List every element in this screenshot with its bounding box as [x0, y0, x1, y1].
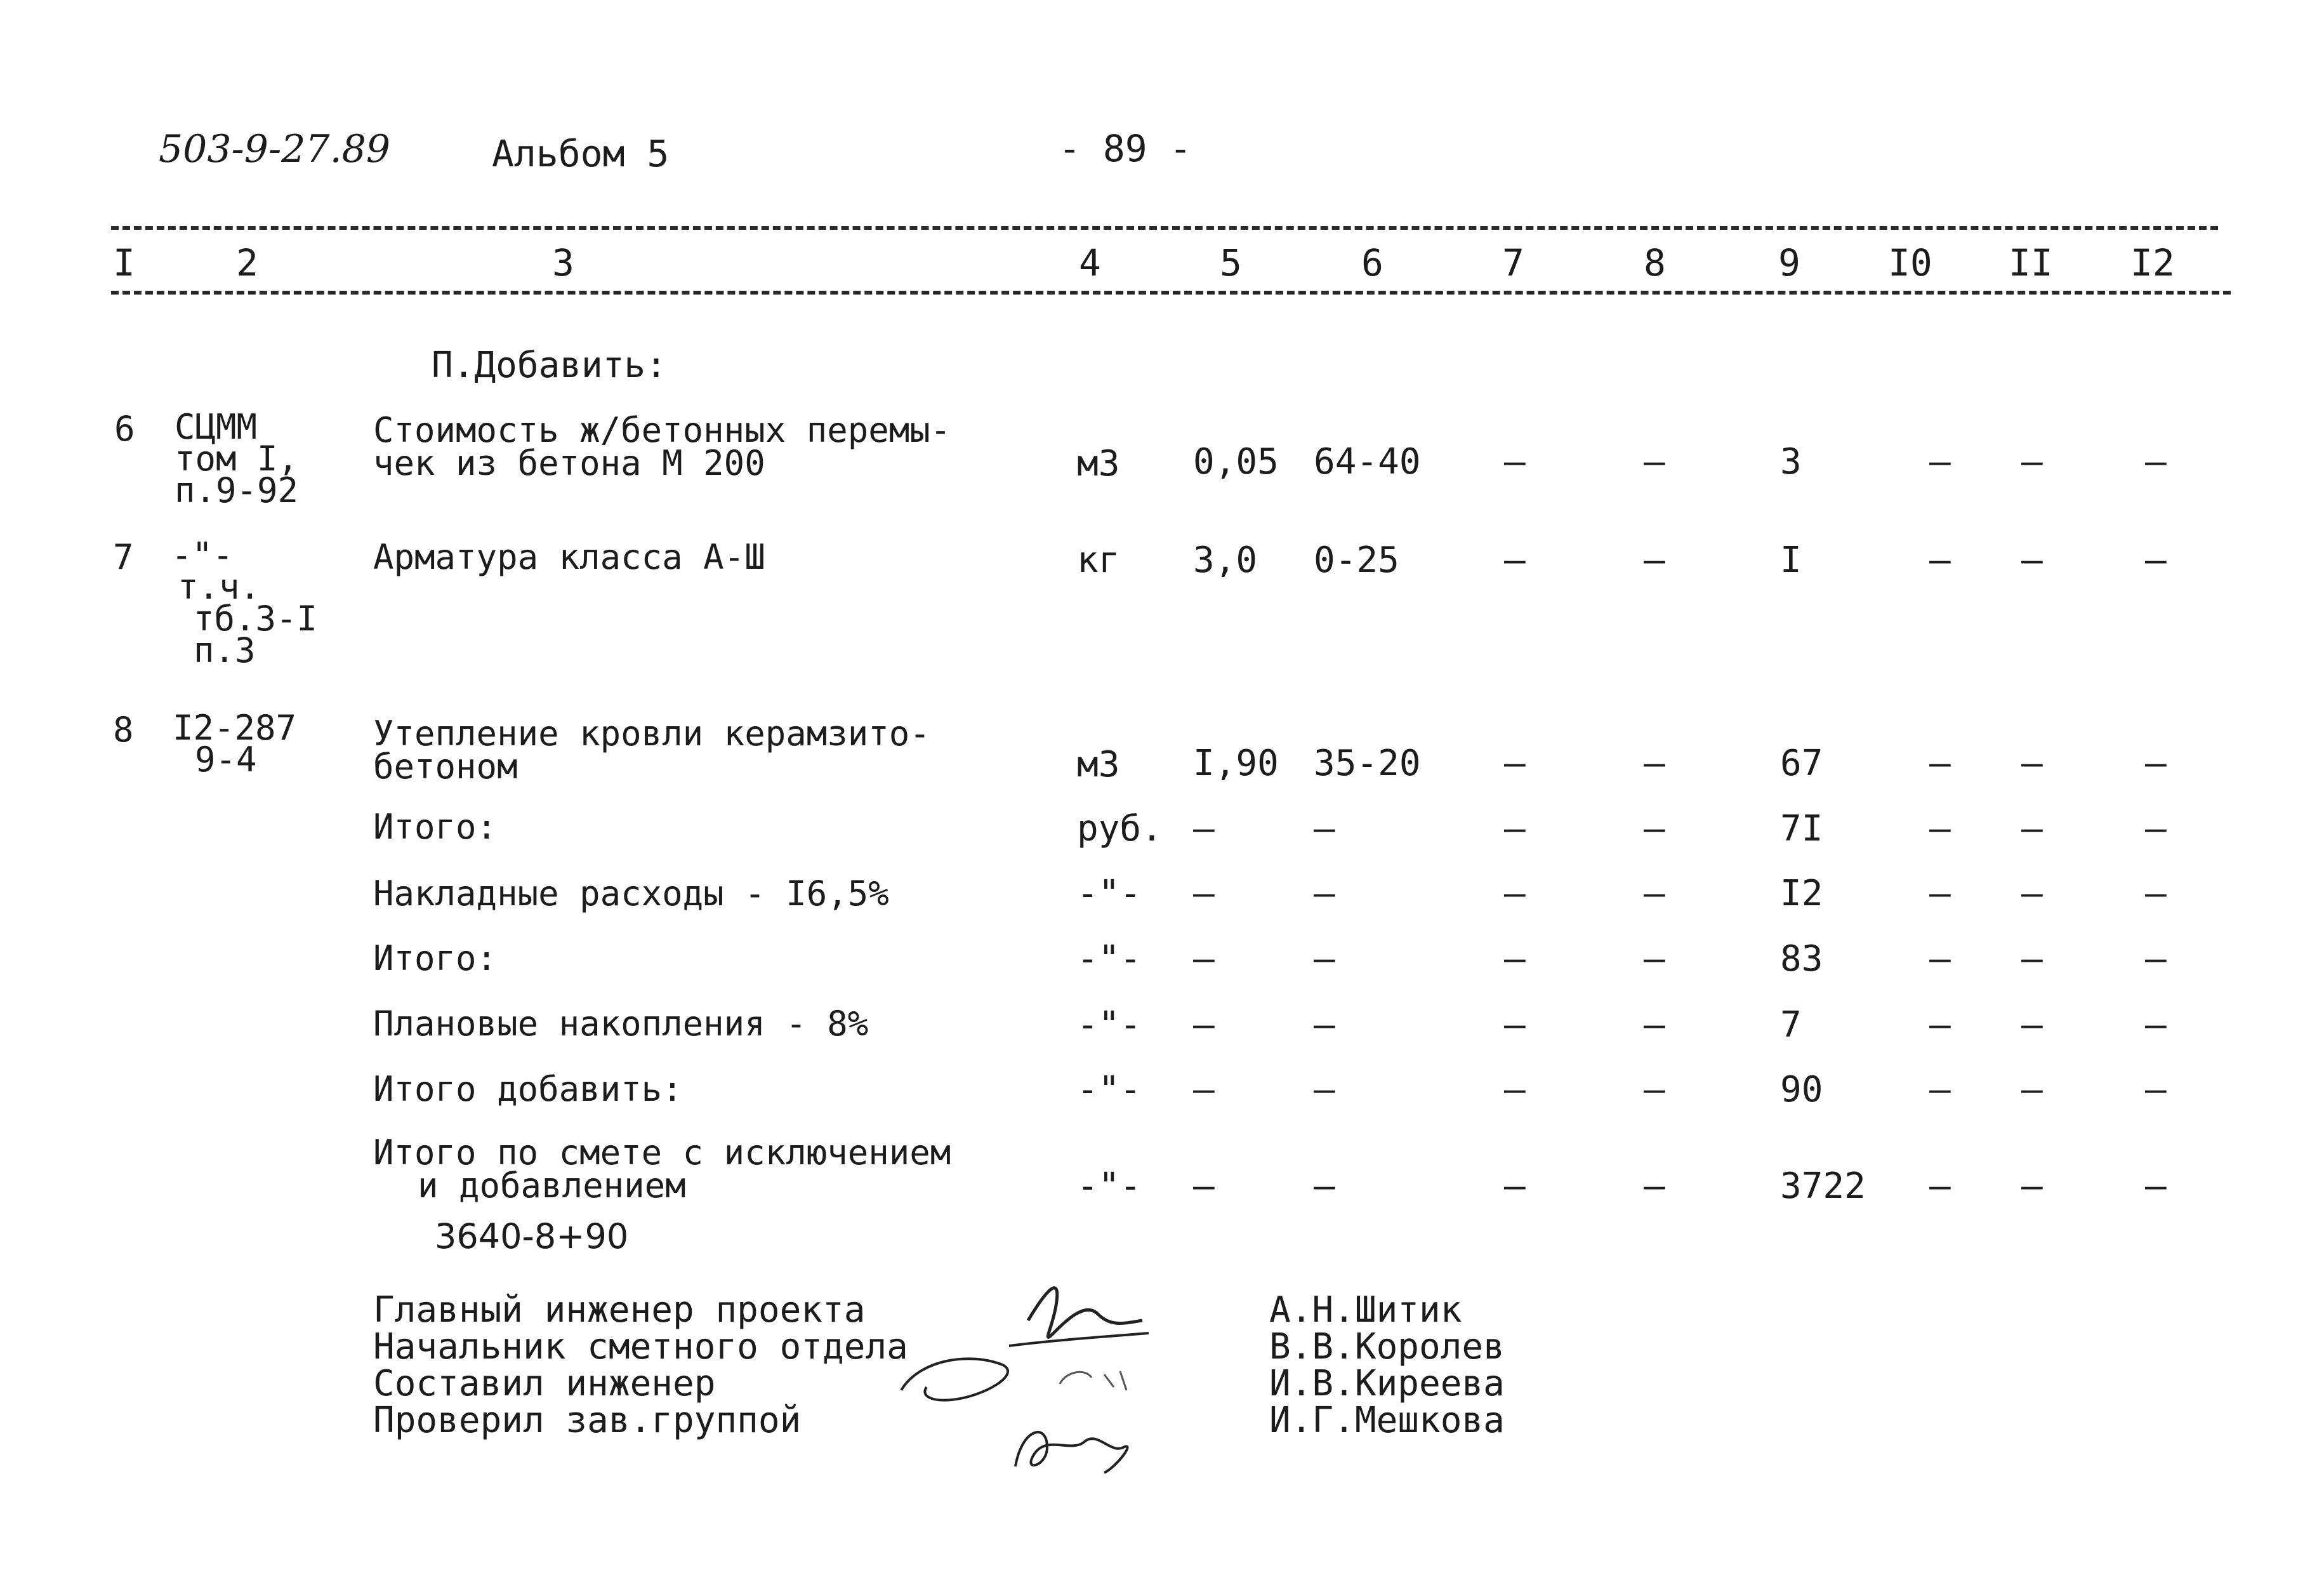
total-label-1: Итого: [373, 807, 498, 847]
total-5-col12: – [2145, 1069, 2167, 1110]
row-7-unit: кг [1077, 540, 1120, 581]
name-shitik: А.Н.Шитик [1269, 1289, 1462, 1331]
row-8-description: Утепление кровли керамзито- бетоном [373, 714, 930, 787]
grand-total-col10: – [1929, 1166, 1951, 1207]
col-header-11: II [2009, 241, 2053, 284]
row-7-number: 7 [113, 537, 134, 577]
row-6-price: 64-40 [1314, 441, 1421, 482]
role-estimate-head: Начальник сметного отдела [373, 1326, 908, 1367]
col-header-7: 7 [1502, 241, 1524, 284]
total-1-col11: – [2021, 808, 2043, 849]
total-3-col12: – [2145, 938, 2167, 980]
row-7-price: 0-25 [1314, 540, 1399, 581]
role-chief-engineer: Главный инженер проекта [373, 1289, 866, 1331]
grand-total-label: Итого по смете с исключением и добавлением [373, 1133, 951, 1206]
role-compiled-by: Составил инженер [373, 1363, 716, 1404]
role-checked-by: Проверил зав.группой [373, 1400, 802, 1441]
row-8-col11: – [2021, 743, 2043, 784]
row-7-col10: – [1929, 540, 1951, 581]
row-6-unit: м3 [1077, 443, 1120, 484]
col-header-9: 9 [1778, 241, 1800, 284]
total-3-unit: -"- [1077, 938, 1142, 980]
row-6-description: Стоимость ж/бетонных перемы- чек из бетона М 200 [373, 410, 951, 483]
total-2-quantity: – [1193, 873, 1215, 914]
name-kireeva: И.В.Киреева [1269, 1363, 1505, 1404]
grand-total-col11: – [2021, 1166, 2043, 1207]
total-5-unit: -"- [1077, 1069, 1142, 1110]
total-5-price: – [1314, 1069, 1335, 1110]
page-number: - 89 - [1059, 127, 1192, 170]
total-3-col9: 83 [1780, 938, 1823, 980]
row-6-number: 6 [114, 409, 135, 449]
total-3-col8: – [1644, 938, 1665, 980]
row-6-quantity: 0,05 [1193, 441, 1279, 482]
col-header-10: I0 [1888, 241, 1932, 284]
total-5-col9: 90 [1780, 1069, 1823, 1110]
header-bottom-rule [111, 291, 2231, 295]
total-2-col12: – [2145, 873, 2167, 914]
total-5-quantity: – [1193, 1069, 1215, 1110]
total-1-col9: 7I [1780, 808, 1823, 849]
total-2-col8: – [1644, 873, 1665, 914]
total-4-price: – [1314, 1004, 1335, 1046]
signature-names [1269, 1289, 1505, 1441]
album-label: Альбом 5 [492, 132, 670, 175]
total-1-col8: – [1644, 808, 1665, 849]
row-6-col12: – [2145, 441, 2167, 482]
total-4-unit: -"- [1077, 1004, 1142, 1046]
total-4-col8: – [1644, 1004, 1665, 1046]
row-7-quantity: 3,0 [1193, 540, 1258, 581]
col-header-6: 6 [1361, 241, 1383, 284]
total-2-unit: -"- [1077, 873, 1142, 914]
total-2-col7: – [1504, 873, 1526, 914]
row-8-price: 35-20 [1314, 743, 1421, 784]
grand-total-formula: 3640-8+90 [435, 1216, 629, 1256]
row-8-col12: – [2145, 743, 2167, 784]
row-8-number: 8 [113, 710, 134, 750]
row-7-reference: -"- т.ч. тб.3-I п.3 [171, 535, 318, 670]
grand-total-price: – [1314, 1166, 1335, 1207]
name-meshkova: И.Г.Мешкова [1269, 1400, 1505, 1441]
total-label-4: Плановые накопления - 8% [373, 1004, 869, 1044]
total-4-col11: – [2021, 1004, 2043, 1046]
row-8-col8: – [1644, 743, 1665, 784]
total-5-col10: – [1929, 1069, 1951, 1110]
row-7-description: Арматура класса А-Ш [373, 537, 765, 577]
row-8-col10: – [1929, 743, 1951, 784]
total-4-col10: – [1929, 1004, 1951, 1046]
total-5-col7: – [1504, 1069, 1526, 1110]
grand-total-col8: – [1644, 1166, 1665, 1207]
grand-total-col12: – [2145, 1166, 2167, 1207]
grand-total-quantity: – [1193, 1166, 1215, 1207]
total-2-price: – [1314, 873, 1335, 914]
document-number: 503-9-27.89 [159, 127, 391, 171]
name-korolev: В.В.Королев [1269, 1326, 1505, 1367]
total-4-quantity: – [1193, 1004, 1215, 1046]
grand-total-col7: – [1504, 1166, 1526, 1207]
total-label-3: Итого: [373, 938, 498, 978]
total-2-col9: I2 [1780, 873, 1823, 914]
row-8-quantity: I,90 [1193, 743, 1279, 784]
total-3-price: – [1314, 938, 1335, 980]
col-header-8: 8 [1644, 241, 1666, 284]
col-header-3: 3 [552, 241, 574, 284]
total-1-unit: руб. [1077, 808, 1163, 849]
row-6-col8: – [1644, 441, 1665, 482]
row-6-reference: СЦММ том I, п.9-92 [175, 407, 299, 510]
row-6-col7: – [1504, 441, 1526, 482]
total-3-quantity: – [1193, 938, 1215, 980]
grand-total-unit: -"- [1077, 1166, 1142, 1207]
row-8-reference: I2-287 9-4 [173, 708, 297, 780]
row-7-col8: – [1644, 540, 1665, 581]
row-6-col10: – [1929, 441, 1951, 482]
col-header-12: I2 [2130, 241, 2175, 284]
row-8-col7: – [1504, 743, 1526, 784]
col-header-2: 2 [236, 241, 258, 284]
header-top-rule [111, 226, 2218, 230]
col-header-4: 4 [1079, 241, 1101, 284]
row-7-col12: – [2145, 540, 2167, 581]
row-7-col9: I [1780, 540, 1802, 581]
total-label-2: Накладные расходы - I6,5% [373, 874, 889, 914]
grand-total-col9: 3722 [1780, 1166, 1866, 1207]
total-5-col8: – [1644, 1069, 1665, 1110]
total-4-col12: – [2145, 1004, 2167, 1046]
total-1-col12: – [2145, 808, 2167, 849]
total-4-col9: 7 [1780, 1004, 1802, 1046]
col-header-5: 5 [1220, 241, 1242, 284]
handwritten-signatures [895, 1263, 1250, 1492]
row-6-col9: 3 [1780, 441, 1802, 482]
total-1-col10: – [1929, 808, 1951, 849]
total-2-col11: – [2021, 873, 2043, 914]
row-7-col7: – [1504, 540, 1526, 581]
section-title: П.Добавить: [432, 345, 667, 386]
total-2-col10: – [1929, 873, 1951, 914]
row-8-unit: м3 [1077, 744, 1120, 785]
total-5-col11: – [2021, 1069, 2043, 1110]
total-3-col10: – [1929, 938, 1951, 980]
total-4-col7: – [1504, 1004, 1526, 1046]
signature-roles [373, 1289, 908, 1441]
row-7-col11: – [2021, 540, 2043, 581]
total-1-col7: – [1504, 808, 1526, 849]
total-1-quantity: – [1193, 808, 1215, 849]
total-3-col11: – [2021, 938, 2043, 980]
total-label-5: Итого добавить: [373, 1069, 683, 1109]
row-8-col9: 67 [1780, 743, 1823, 784]
row-6-col11: – [2021, 441, 2043, 482]
col-header-1: I [113, 241, 135, 284]
total-1-price: – [1314, 808, 1335, 849]
total-3-col7: – [1504, 938, 1526, 980]
